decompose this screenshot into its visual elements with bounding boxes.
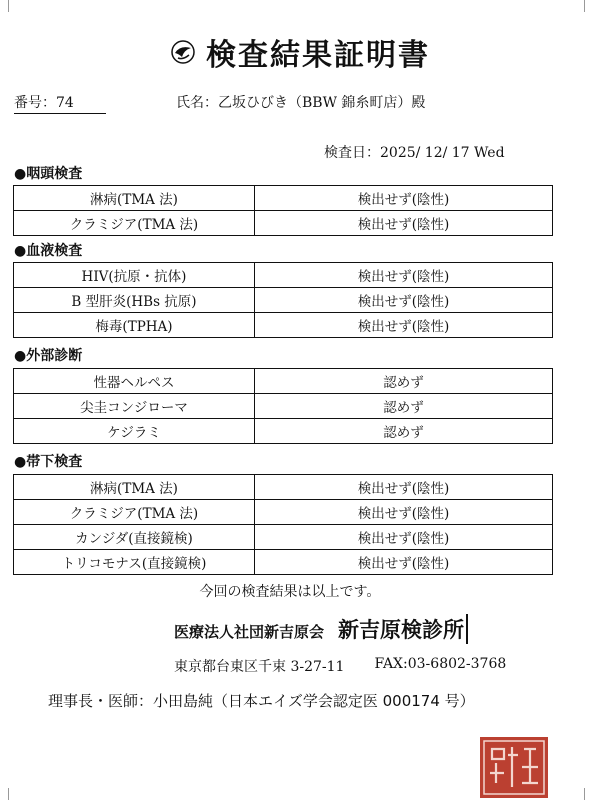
official-seal-stamp bbox=[478, 735, 550, 800]
test-result: 検出せず(陰性) bbox=[255, 500, 553, 525]
document-title: 検査結果証明書 bbox=[206, 38, 430, 73]
test-name: B 型肝炎(HBs 抗原) bbox=[14, 288, 255, 313]
test-name: カンジダ(直接鏡検) bbox=[14, 525, 255, 550]
test-name: トリコモナス(直接鏡検) bbox=[14, 550, 255, 575]
table-row bbox=[14, 211, 553, 236]
test-result: 検出せず(陰性) bbox=[255, 475, 553, 500]
table-row bbox=[14, 419, 553, 444]
test-result: 検出せず(陰性) bbox=[255, 288, 553, 313]
test-result: 検出せず(陰性) bbox=[255, 313, 553, 338]
test-result: 検出せず(陰性) bbox=[255, 211, 553, 236]
crop-mark-top-left bbox=[8, 0, 9, 12]
table-row bbox=[14, 313, 553, 338]
test-result: 認めず bbox=[255, 369, 553, 394]
test-name: ケジラミ bbox=[14, 419, 255, 444]
test-result: 検出せず(陰性) bbox=[255, 525, 553, 550]
table-row bbox=[14, 550, 553, 575]
test-name: 淋病(TMA 法) bbox=[14, 186, 255, 211]
test-name: 性器ヘルペス bbox=[14, 369, 255, 394]
test-result: 認めず bbox=[255, 394, 553, 419]
issuer-org: 医療法人社団新吉原会 bbox=[174, 623, 325, 641]
table-row bbox=[14, 525, 553, 550]
clinic-logo-icon bbox=[170, 39, 196, 65]
table-row bbox=[14, 369, 553, 394]
issuer-block bbox=[174, 614, 468, 644]
test-result: 検出せず(陰性) bbox=[255, 263, 553, 288]
test-result: 認めず bbox=[255, 419, 553, 444]
conclusion-text: 今回の検査結果は以上です。 bbox=[199, 584, 381, 600]
issuer-address: 東京都台東区千束 3-27-11 bbox=[174, 659, 345, 675]
results-table-discharge bbox=[13, 474, 553, 575]
issuer-fax: FAX:03-6802-3768 bbox=[374, 656, 507, 672]
crop-mark-bottom-left bbox=[8, 788, 9, 800]
crop-mark-bottom-right bbox=[584, 788, 585, 800]
title-block bbox=[0, 30, 600, 74]
crop-mark-top-right bbox=[584, 0, 585, 12]
section-heading-external: ●外部診断 bbox=[14, 348, 83, 364]
director-line: 理事長・医師：小田島純（日本エイズ学会認定医 000174 号） bbox=[48, 692, 475, 710]
issuer-contact bbox=[174, 656, 506, 676]
test-name: 梅毒(TPHA) bbox=[14, 313, 255, 338]
test-name: 淋病(TMA 法) bbox=[14, 475, 255, 500]
test-name: 尖圭コンジローマ bbox=[14, 394, 255, 419]
number-label: 番号：74 bbox=[14, 92, 106, 114]
table-row bbox=[14, 394, 553, 419]
section-heading-pharynx: ●咽頭検査 bbox=[14, 166, 83, 182]
issuer-clinic: 新吉原検診所 bbox=[338, 614, 468, 644]
test-result: 検出せず(陰性) bbox=[255, 550, 553, 575]
results-table-external bbox=[13, 368, 553, 444]
test-name: HIV(抗原・抗体) bbox=[14, 263, 255, 288]
table-row bbox=[14, 263, 553, 288]
table-row bbox=[14, 475, 553, 500]
results-table-blood bbox=[13, 262, 553, 338]
section-heading-discharge: ●帯下検査 bbox=[14, 454, 83, 470]
section-heading-blood: ●血液検査 bbox=[14, 243, 83, 259]
exam-date: 検査日：2025/ 12/ 17 Wed bbox=[324, 145, 505, 161]
table-row bbox=[14, 186, 553, 211]
results-table-pharynx bbox=[13, 185, 553, 236]
test-result: 検出せず(陰性) bbox=[255, 186, 553, 211]
test-name: クラミジア(TMA 法) bbox=[14, 500, 255, 525]
test-name: クラミジア(TMA 法) bbox=[14, 211, 255, 236]
table-row bbox=[14, 288, 553, 313]
table-row bbox=[14, 500, 553, 525]
patient-name-label: 氏名：乙坂ひびき（BBW 錦糸町店）殿 bbox=[176, 95, 426, 111]
